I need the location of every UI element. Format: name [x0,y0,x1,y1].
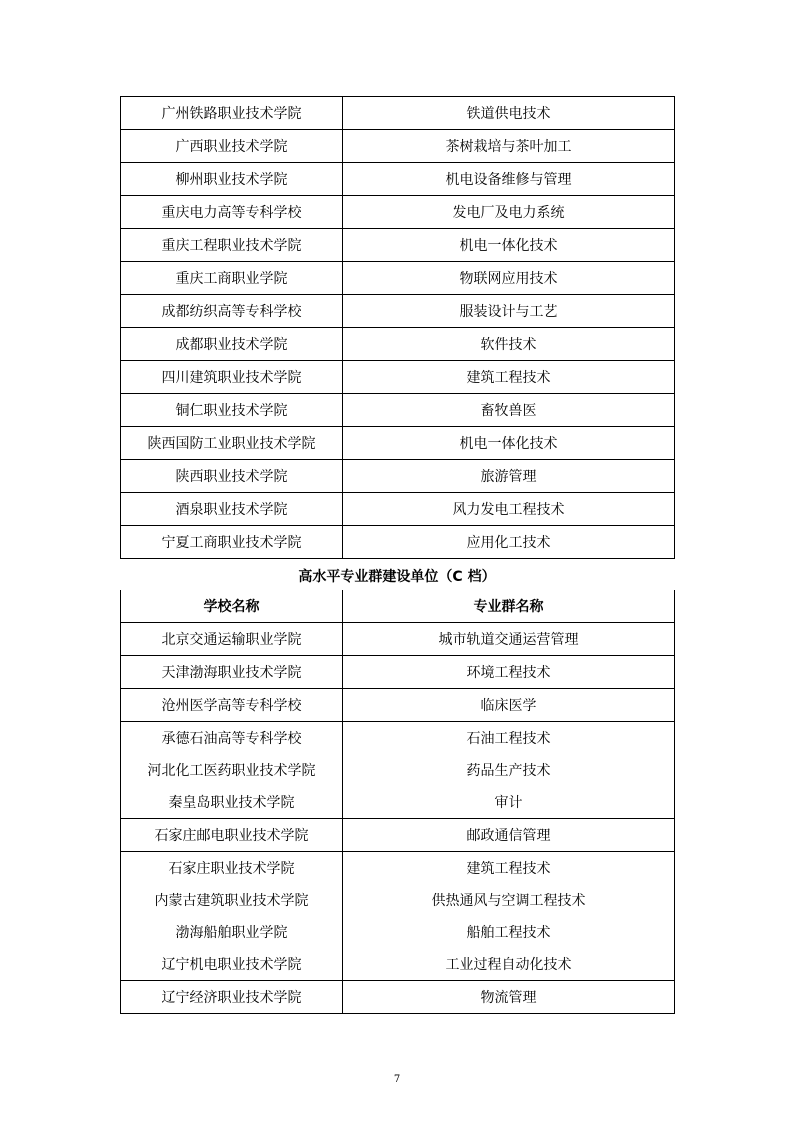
major-cell: 铁道供电技术 [343,97,675,130]
school-cell: 广西职业技术学院 [121,130,343,163]
major-cell: 发电厂及电力系统 [343,196,675,229]
major-cell: 风力发电工程技术 [343,493,675,526]
school-cell: 沧州医学高等专科学校 [121,689,343,722]
table-row [121,361,675,394]
table-row [121,130,675,163]
major-cell: 环境工程技术 [343,656,675,689]
major-cell: 茶树栽培与茶叶加工 [343,130,675,163]
table-row [121,394,675,427]
table-row [121,948,675,981]
major-cell: 审计 [343,786,675,819]
major-cell: 建筑工程技术 [343,852,675,885]
school-cell: 河北化工医药职业技术学院 [121,754,343,786]
school-cell: 陕西国防工业职业技术学院 [121,427,343,460]
table-row [121,460,675,493]
school-cell: 柳州职业技术学院 [121,163,343,196]
school-cell: 四川建筑职业技术学院 [121,361,343,394]
table-header-row [121,590,675,623]
school-cell: 陕西职业技术学院 [121,460,343,493]
major-cell: 邮政通信管理 [343,819,675,852]
major-cell: 畜牧兽医 [343,394,675,427]
school-cell: 广州铁路职业技术学院 [121,97,343,130]
table-row [121,623,675,656]
table-row [121,163,675,196]
table-row [121,819,675,852]
major-cell: 工业过程自动化技术 [343,948,675,981]
table-row [121,295,675,328]
major-cell: 机电一体化技术 [343,427,675,460]
table-row [121,262,675,295]
school-cell: 石家庄职业技术学院 [121,852,343,885]
school-cell: 北京交通运输职业学院 [121,623,343,656]
major-cell: 机电一体化技术 [343,229,675,262]
table-row [121,493,675,526]
table-row [121,97,675,130]
table-row [121,916,675,948]
school-cell: 石家庄邮电职业技术学院 [121,819,343,852]
table-row [121,196,675,229]
school-cell: 酒泉职业技术学院 [121,493,343,526]
major-cell: 供热通风与空调工程技术 [343,884,675,916]
school-cell: 秦皇岛职业技术学院 [121,786,343,819]
school-cell: 辽宁机电职业技术学院 [121,948,343,981]
major-cell: 药品生产技术 [343,754,675,786]
school-name-header: 学校名称 [121,590,343,623]
major-cell: 物联网应用技术 [343,262,675,295]
school-cell: 承德石油高等专科学校 [121,722,343,755]
school-cell: 辽宁经济职业技术学院 [121,981,343,1014]
major-cell: 软件技术 [343,328,675,361]
section-title-c-tier: 高水平专业群建设单位（C 档） [298,569,496,585]
table-row [121,852,675,885]
table-row [121,689,675,722]
table-row [121,884,675,916]
school-cell: 宁夏工商职业技术学院 [121,526,343,559]
major-group-header: 专业群名称 [343,590,675,623]
major-cell: 石油工程技术 [343,722,675,755]
school-cell: 重庆电力高等专科学校 [121,196,343,229]
major-cell: 船舶工程技术 [343,916,675,948]
table-row [121,786,675,819]
table-row [121,754,675,786]
table-row [121,722,675,755]
school-cell: 重庆工程职业技术学院 [121,229,343,262]
table-row [121,427,675,460]
major-cell: 物流管理 [343,981,675,1014]
school-cell: 天津渤海职业技术学院 [121,656,343,689]
major-cell: 城市轨道交通运营管理 [343,623,675,656]
school-major-table-b [120,96,675,559]
school-major-table-c [120,590,675,1014]
school-cell: 铜仁职业技术学院 [121,394,343,427]
school-cell: 内蒙古建筑职业技术学院 [121,884,343,916]
major-cell: 建筑工程技术 [343,361,675,394]
school-cell: 成都纺织高等专科学校 [121,295,343,328]
school-cell: 重庆工商职业学院 [121,262,343,295]
school-cell: 渤海船舶职业学院 [121,916,343,948]
major-cell: 临床医学 [343,689,675,722]
school-cell: 成都职业技术学院 [121,328,343,361]
table-row [121,328,675,361]
table-row [121,656,675,689]
page-number: 7 [393,1074,401,1085]
major-cell: 应用化工技术 [343,526,675,559]
major-cell: 机电设备维修与管理 [343,163,675,196]
major-cell: 服装设计与工艺 [343,295,675,328]
table-row [121,981,675,1014]
table-row [121,229,675,262]
major-cell: 旅游管理 [343,460,675,493]
table-row [121,526,675,559]
